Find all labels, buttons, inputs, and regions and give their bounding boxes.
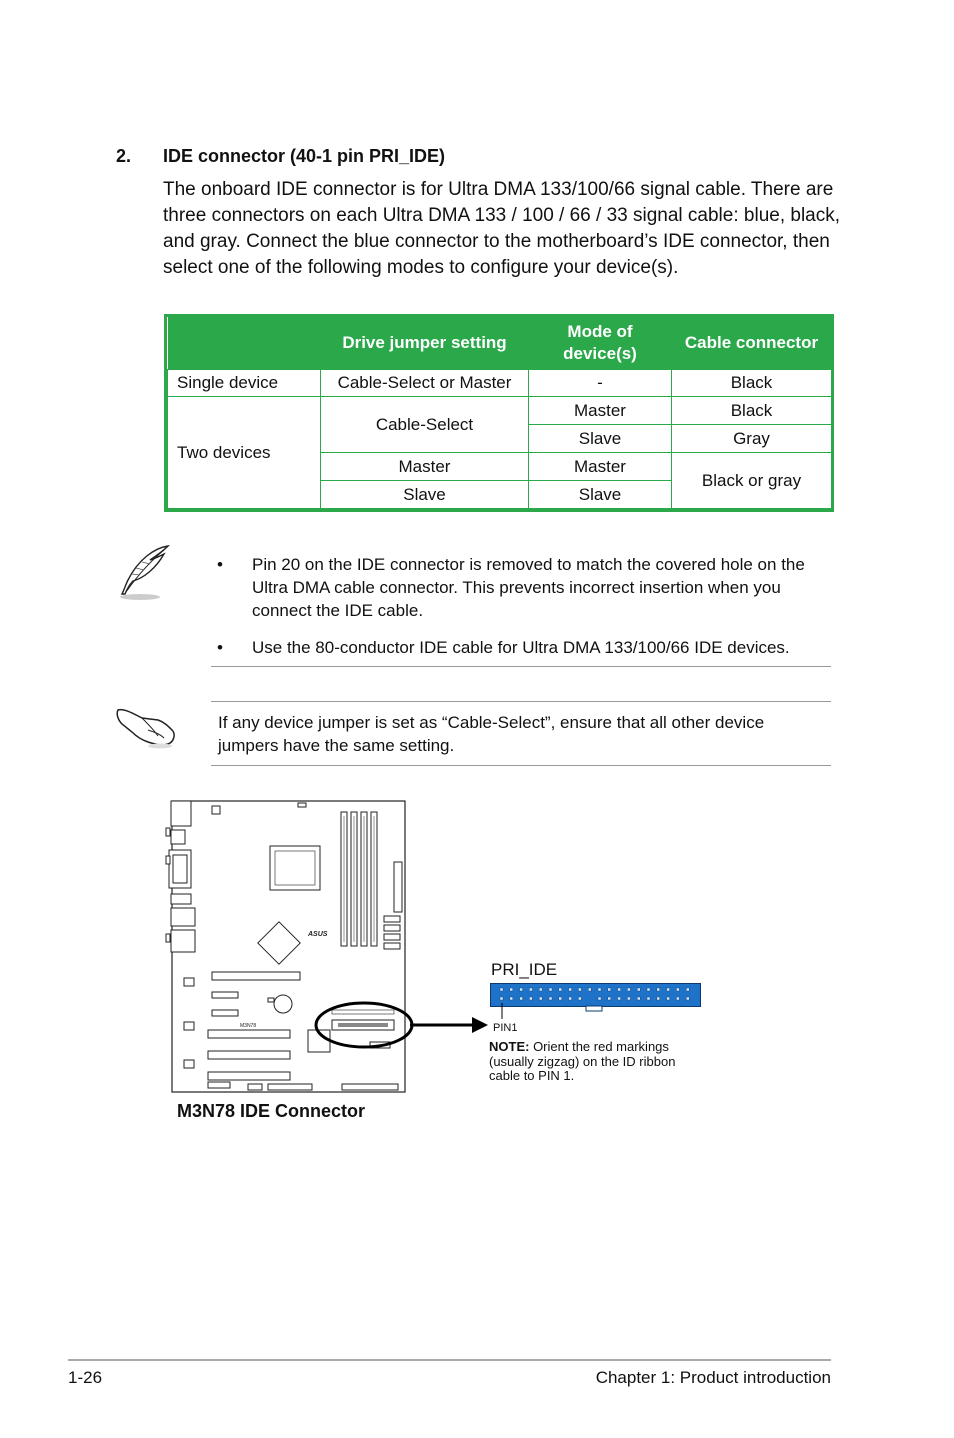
connector-pin [529, 988, 532, 991]
motherboard-layout [160, 798, 420, 1098]
connector-pin [529, 997, 532, 1000]
table-cell: Two devices [168, 397, 321, 509]
table-header [168, 317, 321, 369]
table-cell: Cable-Select or Master [321, 369, 529, 397]
connector-pin [510, 997, 513, 1000]
table-header: Drive jumper setting [321, 317, 529, 369]
connector-pin [569, 997, 572, 1000]
table-cell: Black or gray [672, 453, 832, 509]
connector-pin [578, 997, 581, 1000]
connector-pin [676, 997, 679, 1000]
connector-pin [569, 988, 572, 991]
list-item [211, 636, 821, 659]
table-cell: Master [529, 453, 672, 481]
connector-pin [618, 988, 621, 991]
diagram-caption: M3N78 IDE Connector [177, 1101, 366, 1121]
connector-pin [618, 997, 621, 1000]
connector-pin [667, 997, 670, 1000]
connector-pin [539, 988, 542, 991]
pri-ide-connector [490, 983, 702, 1021]
table-cell: Cable-Select [321, 397, 529, 453]
table-cell: Black [672, 397, 832, 425]
connector-pin [637, 988, 640, 991]
pin1-label: PIN1 [493, 1022, 518, 1034]
connector-pin [588, 988, 591, 991]
footer-divider [68, 1359, 831, 1361]
connector-pin [686, 997, 689, 1000]
table-cell: - [529, 369, 672, 397]
intro-paragraph: The onboard IDE connector is for Ultra DMA 133/100/66 signal cable. There are three connectors on each Ultra DMA 133 / 100 / 66 / 33 signal cable: blue, black, and gray. Connect the blue connector to the motherboard’s IDE connector, then select one of the following modes to configure your device(s). [163, 179, 841, 278]
connector-pin [627, 988, 630, 991]
table-cell: Slave [321, 481, 529, 509]
table-row [168, 369, 832, 397]
connector-pin [520, 997, 523, 1000]
table-cell: Single device [168, 369, 321, 397]
note-text: Pin 20 on the IDE connector is removed to match the covered hole on the Ultra DMA cable connector. This prevents incorrect insertion when you connect the IDE cable. [252, 555, 805, 620]
caution-box [211, 701, 831, 766]
connector-pin [676, 988, 679, 991]
table-cell: Black [672, 369, 832, 397]
page-number: 1-26 [68, 1368, 103, 1387]
note-list [211, 553, 821, 673]
connector-pin [559, 988, 562, 991]
connector-pin [598, 988, 601, 991]
brand-logo: ASUS [308, 931, 328, 938]
bullet: • [217, 638, 223, 657]
section-title: IDE connector (40-1 pin PRI_IDE) [163, 146, 446, 166]
connector-pin [520, 988, 523, 991]
connector-pin [598, 997, 601, 1000]
feather-note-icon [114, 542, 172, 602]
note-body: Orient the red markings (usually zigzag) on the ID ribbon cable to PIN 1. [489, 1039, 676, 1083]
jumper-settings-table [164, 314, 834, 512]
note-box [211, 540, 831, 667]
table-header: Mode of device(s) [529, 317, 672, 369]
pri-ide-label: PRI_IDE [491, 960, 558, 979]
table-cell: Gray [672, 425, 832, 453]
connector-pin [510, 988, 513, 991]
table-row [168, 397, 832, 425]
connector-pin [549, 997, 552, 1000]
table-cell: Master [321, 453, 529, 481]
caution-text: If any device jumper is set as “Cable-Select”, ensure that all other device jumpers have the same setting. [218, 713, 765, 755]
connector-pin [500, 988, 503, 991]
connector-pin [686, 988, 689, 991]
connector-pin [539, 997, 542, 1000]
connector-pin [647, 988, 650, 991]
connector-pin [647, 997, 650, 1000]
note-label: NOTE: [489, 1039, 530, 1054]
connector-pin [500, 997, 503, 1000]
connector-pin [657, 997, 660, 1000]
connector-pin [657, 988, 660, 991]
table-cell: Master [529, 397, 672, 425]
board-label: M3N78 [240, 1023, 257, 1029]
table-header-row [168, 317, 832, 369]
table-cell: Slave [529, 425, 672, 453]
connector-pin [559, 997, 562, 1000]
connector-pin [608, 997, 611, 1000]
section-number: 2. [116, 146, 132, 166]
connector-pin [667, 988, 670, 991]
table-header: Cable connector [672, 317, 832, 369]
connector-pin [549, 988, 552, 991]
pointing-hand-icon [114, 700, 178, 750]
table-cell: Slave [529, 481, 672, 509]
connector-pin [627, 997, 630, 1000]
connector-pin [608, 988, 611, 991]
bullet: • [217, 555, 223, 574]
connector-pin [578, 988, 581, 991]
connector-pin [637, 997, 640, 1000]
chapter-title: Chapter 1: Product introduction [595, 1368, 831, 1387]
note-text: Use the 80-conductor IDE cable for Ultra DMA 133/100/66 IDE devices. [252, 638, 790, 657]
connector-note [489, 1040, 709, 1084]
list-item [211, 553, 821, 622]
arrow-icon [410, 1014, 490, 1036]
